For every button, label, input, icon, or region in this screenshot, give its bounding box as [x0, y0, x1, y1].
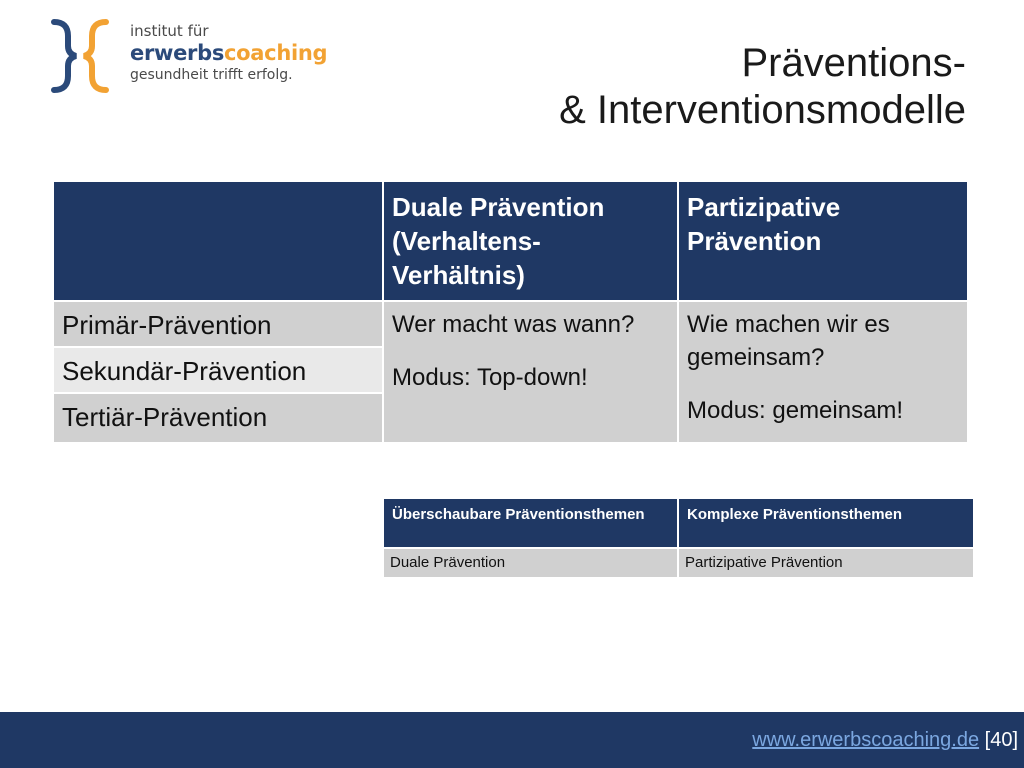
header-dual-prevention: Duale Prävention (Verhaltens-Verhältnis): [383, 181, 678, 301]
small-header-manageable: Überschaubare Präventionsthemen: [383, 498, 678, 548]
dual-modus: Modus: Top-down!: [392, 364, 588, 391]
dual-question: Wer macht was wann?: [392, 311, 635, 338]
small-header-complex: Komplexe Präventionsthemen: [678, 498, 974, 548]
participative-modus: Modus: gemeinsam!: [687, 397, 904, 424]
prevention-table: [52, 180, 969, 444]
slide-title-line2: & Interventionsmodelle: [559, 88, 966, 132]
logo: [48, 16, 338, 96]
page-number: [40]: [984, 729, 1018, 751]
header-empty-cell: [53, 181, 383, 301]
logo-brackets-icon: [48, 16, 128, 96]
small-cell-dual: Duale Prävention: [383, 548, 678, 578]
row-label-primary: Primär-Prävention: [53, 301, 383, 347]
row-label-tertiary: Tertiär-Prävention: [53, 393, 383, 443]
small-cell-participative: Partizipative Prävention: [678, 548, 974, 578]
cell-dual-prevention: [383, 301, 678, 443]
logo-brand-name: [130, 40, 327, 66]
logo-slogan: gesundheit trifft erfolg.: [130, 67, 293, 83]
website-link[interactable]: www.erwerbscoaching.de: [752, 729, 980, 751]
footer-text: [752, 729, 1018, 752]
slide-title: [559, 40, 966, 134]
footer-bar: [0, 712, 1024, 768]
participative-question: Wie machen wir es gemeinsam?: [687, 311, 890, 371]
cell-participative-prevention: [678, 301, 968, 443]
logo-brand-part1: erwerbs: [130, 41, 225, 65]
row-label-secondary: Sekundär-Prävention: [53, 347, 383, 393]
logo-line-institut: institut für: [130, 22, 209, 40]
topics-table: [382, 497, 975, 579]
logo-brand-part2: coaching: [224, 41, 328, 65]
slide-title-line1: Präventions-: [741, 41, 966, 85]
header-participative-prevention: Partizipative Prävention: [678, 181, 968, 301]
